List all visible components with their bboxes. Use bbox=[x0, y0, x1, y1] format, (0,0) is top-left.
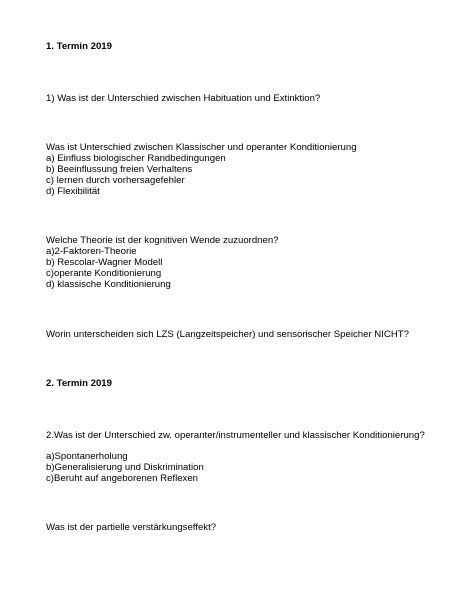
answer-option: a)2-Faktoren-Theorie bbox=[46, 246, 137, 257]
question-text: 2.Was ist der Unterschied zw. operanter/instrumenteller und klassischer Konditionierung? bbox=[46, 430, 425, 441]
answer-option: a) Einfluss biologischer Randbedingungen bbox=[46, 153, 226, 164]
question-text: 1) Was ist der Unterschied zwischen Habituation und Extinktion? bbox=[46, 93, 321, 104]
answer-option: d) klassische Konditionierung bbox=[46, 279, 171, 290]
answer-option: b) Rescolar-Wagner Modell bbox=[46, 257, 163, 268]
answer-option: c)operante Konditionierung bbox=[46, 268, 162, 279]
question-text: Welche Theorie ist der kognitiven Wende zuzuordnen? bbox=[46, 235, 279, 246]
section-1-heading: 1. Termin 2019 bbox=[46, 41, 112, 52]
question-text: Worin unterscheiden sich LZS (Langzeitspeicher) und sensorischer Speicher NICHT? bbox=[46, 329, 409, 340]
answer-option: c)Beruht auf angeborenen Reflexen bbox=[46, 473, 199, 484]
answer-option: b) Beeinflussung freien Verhaltens bbox=[46, 164, 193, 175]
answer-option: b)Generalisierung und Diskrimination bbox=[46, 462, 204, 473]
question-text: Was ist der partielle verstärkungseffekt? bbox=[46, 522, 217, 533]
answer-option: d) Flexibilität bbox=[46, 186, 100, 197]
section-2-heading: 2. Termin 2019 bbox=[46, 378, 112, 389]
answer-option: a)Spontanerholung bbox=[46, 451, 128, 462]
answer-option: c) lernen durch vorhersagefehler bbox=[46, 175, 185, 186]
question-text: Was ist Unterschied zwischen Klassischer und operanter Konditionierung bbox=[46, 142, 357, 153]
